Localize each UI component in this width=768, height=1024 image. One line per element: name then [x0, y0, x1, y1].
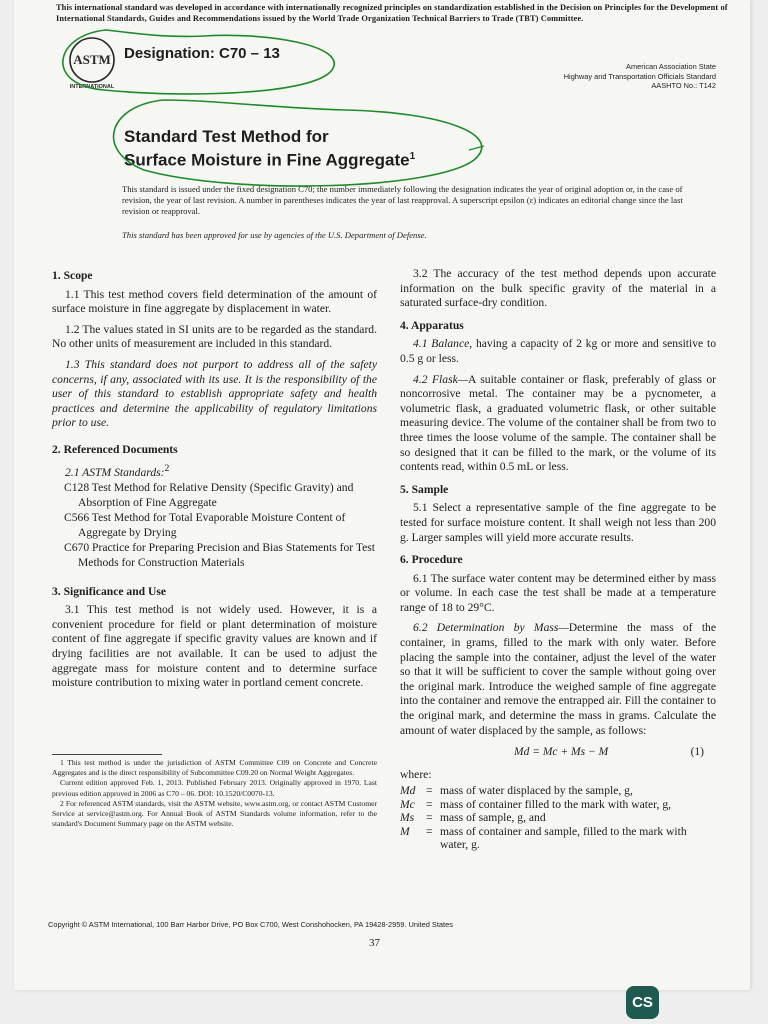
paragraph-6-2: 6.2 Determination by Mass—Determine the mass of the container, in grams, filled to the mark with only water. Before placing the sample into the container, adjust the level of the water so that it will be sufficient to cover the sample without going over the original mark. Introduce the weighed sample of fine aggregate into the container and remove the entrapped air. Fill the container to the original mark, and determine the mass in grams. Calculate the amount of water displaced by the sample, as follows:: [400, 621, 716, 737]
paragraph-4-2: 4.2 Flask—A suitable container or flask, preferably of glass or noncorrosive metal. The container may be a pycnometer, a volumetric flask, a graduated volumetric flask, or other suitable measuring device. The volume of the container shall be from two to three times the loose volume of the sample. The container shall be so designed that it can be filled to the mark, or the volume of its contents read, within 0.5 mL or less.: [400, 372, 716, 474]
footnote-1: 1 This test method is under the jurisdiction of ASTM Committee C09 on Concrete and Concrete Aggregates and is the direct responsibility of Subcommittee C09.20 on Normal Weight Aggregates.: [52, 758, 377, 778]
paragraph-3-2: 3.2 The accuracy of the test method depends upon accurate information on the bulk specific gravity of the material in a saturated surface-dry condition.: [400, 267, 716, 310]
title-footnote-mark: 1: [409, 151, 416, 162]
copyright-line: Copyright © ASTM International, 100 Barr Harbor Drive, PO Box C700, West Conshohocken, PA 19428-2959. United States: [48, 920, 453, 929]
approved-note: This standard has been approved for use by agencies of the U.S. Department of Defense.: [122, 230, 427, 240]
reference-c670: C670 Practice for Preparing Precision and Bias Statements for Test Methods for Construction Materials: [64, 541, 375, 569]
definition-symbol: Md: [400, 784, 416, 797]
definition-text: mass of water displaced by the sample, g,: [440, 784, 633, 797]
paragraph-1-3: 1.3 This standard does not purport to address all of the safety concerns, if any, associated with its use. It is the responsibility of the user of this standard to establish appropriate safety and health practices and determine the applicability of regulatory limitations prior to use.: [52, 357, 377, 430]
definition-text: mass of container filled to the mark with water, g,: [440, 797, 672, 811]
aashto-line-2: Highway and Transportation Officials Standard: [563, 71, 716, 81]
aashto-line-3: AASHTO No.: T142: [651, 81, 716, 90]
reference-c566: C566 Test Method for Total Evaporable Moisture Content of Aggregate by Drying: [64, 511, 346, 539]
definition-row: Md = mass of water displaced by the sample, g,: [400, 784, 716, 798]
handwritten-annotation: [14, 0, 750, 990]
where-label: where:: [400, 768, 432, 781]
aashto-line-1: American Association State: [626, 62, 716, 71]
definition-row: Mc = mass of container filled to the mark with water, g,: [400, 798, 716, 812]
section-heading-sample: 5. Sample: [400, 482, 449, 496]
equation-number: (1): [690, 746, 704, 758]
paragraph-1-2: 1.2 The values stated in SI units are to be regarded as the standard. No other units of measurement are included in this standard.: [52, 322, 377, 351]
definition-symbol: Ms: [400, 811, 415, 825]
reference-c128: C128 Test Method for Relative Density (Specific Gravity) and Absorption of Fine Aggregate: [64, 480, 354, 509]
equation: Md = Mc + Ms − M: [514, 746, 609, 758]
footnote-1-edition: Current edition approved Feb. 1, 2013. Published February 2013. Originally approved in 1970. Last previous edition approved in 2006 as C70 – 06. DOI: 10.1520/C0070-13.: [52, 778, 377, 798]
paragraph-3-1: 3.1 This test method is not widely used. However, it is a convenient procedure for field or plant determination of moisture content of fine aggregate if specific gravity values are known and if drying facilities are not available. It can be used to adjust the aggregate mass for moisture content and to determine surface moisture contribution to mixing water in portland cement concrete.: [52, 603, 377, 690]
section-heading-significance: 3. Significance and Use: [52, 584, 167, 598]
camscanner-badge[interactable]: CS: [626, 986, 659, 1019]
title-line-2: Surface Moisture in Fine Aggregate$^1$: [124, 150, 416, 170]
document-page: [14, 0, 750, 990]
section-heading-referenced: 2. Referenced Documents: [52, 442, 178, 456]
paragraph-6-1: 6.1 The surface water content may be determined either by mass or volume. In each case the test shall be made at a temperature range of 18 to 29°C.: [400, 571, 716, 614]
definition-text: mass of container and sample, filled to the mark with water, g.: [440, 824, 687, 852]
paragraph-4-1: 4.1 Balance, having a capacity of 2 kg or more and sensitive to 0.5 g or less.: [400, 337, 716, 365]
issued-note: This standard is issued under the fixed designation C70; the number immediately following the designation indicates the year of original adoption or, in the case of revision, the year of last revision. A number in parentheses indicates the year of last reapproval. A superscript epsilon (ε) indicates an editorial change since the last revision or reapproval.: [122, 184, 683, 216]
logo-text: ASTM: [73, 52, 111, 67]
section-heading-scope: 1. Scope: [52, 269, 93, 282]
title-line-1: Standard Test Method for: [124, 127, 329, 146]
definition-row: M = mass of container and sample, filled to the mark with water, g.: [400, 825, 716, 852]
paragraph-5-1: 5.1 Select a representative sample of the fine aggregate to be tested for surface moisture content. It shall weigh not less than 200 g. Larger samples will yield more accurate results.: [400, 501, 716, 544]
section-heading-apparatus: 4. Apparatus: [400, 318, 464, 332]
paragraph-1-1: 1.1 This test method covers field determination of the amount of surface moisture in fine aggregate by displacement in water.: [52, 287, 377, 316]
definition-symbol: M: [400, 824, 410, 838]
header-note: This international standard was developed in accordance with internationally recognized principles on standardization established in the Decision on Principles for the Development of International Standards, Guides and Recommendations issued by the World Trade Organization Technical Barriers to Trade (TBT) Committee.: [56, 3, 728, 23]
paragraph-2-1: 2.1 ASTM Standards:$^2$: [65, 462, 170, 479]
logo-subtext: INTERNATIONAL: [69, 84, 115, 90]
page-number: 37: [369, 937, 380, 949]
designation: Designation: C70 – 13: [124, 45, 280, 62]
definition-row: Ms = mass of sample, g, and: [400, 811, 716, 825]
definition-text: mass of sample, g, and: [440, 811, 546, 825]
footnote-2: 2 For referenced ASTM standards, visit the ASTM website, www.astm.org, or contact ASTM Customer Service at service@astm.org. For Annual Book of ASTM Standards volume information, refer to the standard's Document Summary page on the ASTM website.: [52, 798, 377, 829]
definition-symbol: Mc: [400, 797, 415, 811]
section-heading-procedure: 6. Procedure: [400, 553, 463, 567]
